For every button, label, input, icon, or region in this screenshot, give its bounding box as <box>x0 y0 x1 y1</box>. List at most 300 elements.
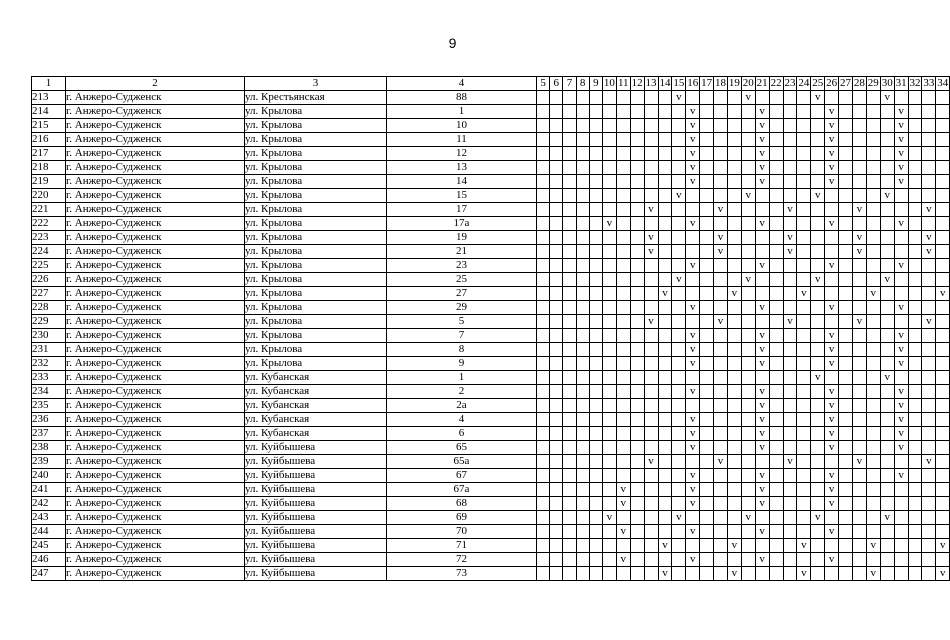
street-cell: ул. Крылова <box>245 133 387 147</box>
empty-cell <box>672 119 686 133</box>
empty-cell <box>563 287 576 301</box>
empty-cell <box>783 105 797 119</box>
empty-cell <box>769 469 783 483</box>
empty-cell <box>894 539 908 553</box>
empty-cell <box>537 175 550 189</box>
empty-cell <box>811 525 825 539</box>
empty-cell <box>936 483 950 497</box>
empty-cell <box>852 539 866 553</box>
row-number: 244 <box>32 525 66 539</box>
empty-cell <box>741 329 755 343</box>
empty-cell <box>797 385 811 399</box>
empty-cell <box>576 259 589 273</box>
check-mark-cell: v <box>825 161 839 175</box>
empty-cell <box>576 273 589 287</box>
empty-cell <box>589 133 602 147</box>
empty-cell <box>616 147 630 161</box>
empty-cell <box>852 497 866 511</box>
street-cell: ул. Крылова <box>245 329 387 343</box>
empty-cell <box>658 469 672 483</box>
empty-cell <box>576 315 589 329</box>
empty-cell <box>658 245 672 259</box>
check-mark-cell: v <box>825 399 839 413</box>
check-mark-cell: v <box>825 483 839 497</box>
empty-cell <box>936 371 950 385</box>
empty-cell <box>755 189 769 203</box>
empty-cell <box>686 371 700 385</box>
column-header-30: 30 <box>881 77 893 89</box>
city-cell: г. Анжеро-Судженск <box>66 175 245 189</box>
empty-cell <box>550 511 563 525</box>
table-row <box>32 273 950 287</box>
empty-cell <box>936 385 950 399</box>
empty-cell <box>894 91 908 105</box>
check-mark-cell: v <box>783 231 797 245</box>
empty-cell <box>700 273 714 287</box>
house-cell: 72 <box>387 553 537 567</box>
empty-cell <box>811 553 825 567</box>
empty-cell <box>537 497 550 511</box>
empty-cell <box>644 497 658 511</box>
empty-cell <box>727 133 741 147</box>
empty-cell <box>811 539 825 553</box>
column-header-34: 34 <box>937 77 949 89</box>
house-cell: 21 <box>387 245 537 259</box>
column-header-23: 23 <box>784 77 796 89</box>
table-row <box>32 301 950 315</box>
street-cell: ул. Крылова <box>245 175 387 189</box>
city-cell: г. Анжеро-Судженск <box>66 245 245 259</box>
empty-cell <box>630 455 644 469</box>
row-number: 215 <box>32 119 66 133</box>
empty-cell <box>644 357 658 371</box>
check-mark-cell: v <box>880 371 894 385</box>
empty-cell <box>908 273 922 287</box>
empty-cell <box>783 147 797 161</box>
city-cell: г. Анжеро-Судженск <box>66 385 245 399</box>
empty-cell <box>797 217 811 231</box>
empty-cell <box>783 91 797 105</box>
empty-cell <box>537 245 550 259</box>
empty-cell <box>866 119 880 133</box>
table-row <box>32 119 950 133</box>
empty-cell <box>576 329 589 343</box>
empty-cell <box>839 483 853 497</box>
check-mark-cell: v <box>755 427 769 441</box>
empty-cell <box>550 371 563 385</box>
empty-cell <box>839 329 853 343</box>
empty-cell <box>839 245 853 259</box>
empty-cell <box>672 147 686 161</box>
empty-cell <box>866 203 880 217</box>
empty-cell <box>839 119 853 133</box>
check-mark-cell: v <box>894 217 908 231</box>
empty-cell <box>922 483 936 497</box>
check-mark-cell: v <box>922 245 936 259</box>
empty-cell <box>894 371 908 385</box>
empty-cell <box>880 567 894 581</box>
empty-cell <box>630 217 644 231</box>
empty-cell <box>616 161 630 175</box>
empty-cell <box>672 483 686 497</box>
empty-cell <box>576 217 589 231</box>
empty-cell <box>700 483 714 497</box>
empty-cell <box>602 455 616 469</box>
city-cell: г. Анжеро-Судженск <box>66 371 245 385</box>
empty-cell <box>537 413 550 427</box>
check-mark-cell: v <box>714 315 728 329</box>
house-cell: 65 <box>387 441 537 455</box>
empty-cell <box>589 273 602 287</box>
check-mark-cell: v <box>936 287 950 301</box>
empty-cell <box>576 441 589 455</box>
empty-cell <box>866 441 880 455</box>
empty-cell <box>537 427 550 441</box>
house-cell: 2 <box>387 385 537 399</box>
column-header-27: 27 <box>840 77 852 89</box>
empty-cell <box>741 441 755 455</box>
empty-cell <box>550 91 563 105</box>
empty-cell <box>630 161 644 175</box>
empty-cell <box>602 553 616 567</box>
empty-cell <box>537 511 550 525</box>
check-mark-cell: v <box>825 133 839 147</box>
check-mark-cell: v <box>894 301 908 315</box>
empty-cell <box>550 427 563 441</box>
empty-cell <box>852 259 866 273</box>
check-mark-cell: v <box>755 329 769 343</box>
check-mark-cell: v <box>894 441 908 455</box>
empty-cell <box>616 119 630 133</box>
column-header-8: 8 <box>576 77 589 91</box>
check-mark-cell: v <box>686 147 700 161</box>
empty-cell <box>783 553 797 567</box>
empty-cell <box>727 147 741 161</box>
empty-cell <box>602 567 616 581</box>
empty-cell <box>755 315 769 329</box>
empty-cell <box>866 91 880 105</box>
empty-cell <box>658 217 672 231</box>
house-cell: 6 <box>387 427 537 441</box>
street-cell: ул. Кубанская <box>245 399 387 413</box>
empty-cell <box>537 343 550 357</box>
empty-cell <box>727 203 741 217</box>
empty-cell <box>769 511 783 525</box>
empty-cell <box>741 133 755 147</box>
empty-cell <box>880 539 894 553</box>
empty-cell <box>741 399 755 413</box>
empty-cell <box>769 371 783 385</box>
check-mark-cell: v <box>783 315 797 329</box>
empty-cell <box>630 525 644 539</box>
empty-cell <box>825 287 839 301</box>
empty-cell <box>714 511 728 525</box>
empty-cell <box>880 469 894 483</box>
empty-cell <box>700 203 714 217</box>
check-mark-cell: v <box>686 133 700 147</box>
street-cell: ул. Крестьянская <box>245 91 387 105</box>
table-row <box>32 147 950 161</box>
check-mark-cell: v <box>672 511 686 525</box>
empty-cell <box>658 105 672 119</box>
empty-cell <box>672 245 686 259</box>
row-number: 238 <box>32 441 66 455</box>
check-mark-cell: v <box>616 497 630 511</box>
empty-cell <box>852 357 866 371</box>
empty-cell <box>894 287 908 301</box>
empty-cell <box>839 567 853 581</box>
city-cell: г. Анжеро-Судженск <box>66 315 245 329</box>
street-cell: ул. Крылова <box>245 357 387 371</box>
empty-cell <box>700 259 714 273</box>
column-header-26: 26 <box>826 77 838 89</box>
empty-cell <box>563 441 576 455</box>
street-cell: ул. Куйбышева <box>245 469 387 483</box>
check-mark-cell: v <box>686 329 700 343</box>
empty-cell <box>700 413 714 427</box>
empty-cell <box>537 133 550 147</box>
empty-cell <box>727 413 741 427</box>
empty-cell <box>630 553 644 567</box>
empty-cell <box>576 455 589 469</box>
house-cell: 25 <box>387 273 537 287</box>
empty-cell <box>811 245 825 259</box>
empty-cell <box>797 147 811 161</box>
column-header-7: 7 <box>563 77 576 91</box>
empty-cell <box>537 357 550 371</box>
check-mark-cell: v <box>811 91 825 105</box>
empty-cell <box>769 175 783 189</box>
empty-cell <box>866 413 880 427</box>
empty-cell <box>880 259 894 273</box>
empty-cell <box>741 385 755 399</box>
empty-cell <box>866 329 880 343</box>
empty-cell <box>936 553 950 567</box>
check-mark-cell: v <box>797 539 811 553</box>
empty-cell <box>602 525 616 539</box>
empty-cell <box>811 469 825 483</box>
empty-cell <box>589 399 602 413</box>
empty-cell <box>644 189 658 203</box>
check-mark-cell: v <box>755 553 769 567</box>
street-cell: ул. Крылова <box>245 343 387 357</box>
check-mark-cell: v <box>686 161 700 175</box>
column-header-2: 2 <box>66 77 245 91</box>
empty-cell <box>797 525 811 539</box>
empty-cell <box>852 147 866 161</box>
empty-cell <box>852 273 866 287</box>
empty-cell <box>727 511 741 525</box>
street-cell: ул. Кубанская <box>245 385 387 399</box>
check-mark-cell: v <box>714 245 728 259</box>
empty-cell <box>576 175 589 189</box>
empty-cell <box>602 231 616 245</box>
empty-cell <box>797 511 811 525</box>
empty-cell <box>576 427 589 441</box>
city-cell: г. Анжеро-Судженск <box>66 147 245 161</box>
check-mark-cell: v <box>602 217 616 231</box>
empty-cell <box>783 119 797 133</box>
empty-cell <box>769 357 783 371</box>
table-row <box>32 231 950 245</box>
empty-cell <box>700 105 714 119</box>
empty-cell <box>589 203 602 217</box>
empty-cell <box>797 105 811 119</box>
house-cell: 71 <box>387 539 537 553</box>
empty-cell <box>741 245 755 259</box>
empty-cell <box>700 385 714 399</box>
check-mark-cell: v <box>644 245 658 259</box>
house-cell: 27 <box>387 287 537 301</box>
table-row <box>32 287 950 301</box>
empty-cell <box>825 371 839 385</box>
empty-cell <box>769 441 783 455</box>
empty-cell <box>783 357 797 371</box>
empty-cell <box>658 511 672 525</box>
empty-cell <box>550 245 563 259</box>
check-mark-cell: v <box>825 119 839 133</box>
address-schedule-table <box>31 76 950 581</box>
empty-cell <box>700 497 714 511</box>
street-cell: ул. Крылова <box>245 161 387 175</box>
check-mark-cell: v <box>755 217 769 231</box>
check-mark-cell: v <box>894 427 908 441</box>
empty-cell <box>811 301 825 315</box>
empty-cell <box>658 231 672 245</box>
empty-cell <box>783 133 797 147</box>
empty-cell <box>880 133 894 147</box>
check-mark-cell: v <box>825 175 839 189</box>
empty-cell <box>537 259 550 273</box>
row-number: 229 <box>32 315 66 329</box>
empty-cell <box>576 539 589 553</box>
check-mark-cell: v <box>686 525 700 539</box>
empty-cell <box>783 413 797 427</box>
empty-cell <box>576 91 589 105</box>
empty-cell <box>672 399 686 413</box>
check-mark-cell: v <box>755 301 769 315</box>
empty-cell <box>537 385 550 399</box>
empty-cell <box>727 371 741 385</box>
empty-cell <box>839 189 853 203</box>
street-cell: ул. Куйбышева <box>245 511 387 525</box>
empty-cell <box>563 567 576 581</box>
empty-cell <box>727 483 741 497</box>
empty-cell <box>908 497 922 511</box>
empty-cell <box>576 189 589 203</box>
empty-cell <box>769 497 783 511</box>
house-cell: 10 <box>387 119 537 133</box>
street-cell: ул. Крылова <box>245 259 387 273</box>
empty-cell <box>630 399 644 413</box>
check-mark-cell: v <box>825 427 839 441</box>
empty-cell <box>602 539 616 553</box>
empty-cell <box>563 231 576 245</box>
check-mark-cell: v <box>686 301 700 315</box>
empty-cell <box>700 469 714 483</box>
check-mark-cell: v <box>755 161 769 175</box>
empty-cell <box>825 539 839 553</box>
empty-cell <box>686 91 700 105</box>
empty-cell <box>769 147 783 161</box>
empty-cell <box>936 203 950 217</box>
empty-cell <box>922 553 936 567</box>
column-header-16: 16 <box>687 77 699 89</box>
empty-cell <box>563 147 576 161</box>
empty-cell <box>880 441 894 455</box>
empty-cell <box>602 245 616 259</box>
empty-cell <box>672 497 686 511</box>
empty-cell <box>550 287 563 301</box>
empty-cell <box>922 511 936 525</box>
row-number: 223 <box>32 231 66 245</box>
empty-cell <box>825 567 839 581</box>
table-row <box>32 413 950 427</box>
empty-cell <box>672 525 686 539</box>
empty-cell <box>866 399 880 413</box>
row-number: 216 <box>32 133 66 147</box>
empty-cell <box>866 161 880 175</box>
empty-cell <box>866 483 880 497</box>
empty-cell <box>922 189 936 203</box>
empty-cell <box>769 567 783 581</box>
empty-cell <box>783 441 797 455</box>
empty-cell <box>866 357 880 371</box>
empty-cell <box>576 525 589 539</box>
city-cell: г. Анжеро-Судженск <box>66 287 245 301</box>
house-cell: 8 <box>387 343 537 357</box>
empty-cell <box>630 231 644 245</box>
empty-cell <box>797 203 811 217</box>
table-row <box>32 399 950 413</box>
table-row <box>32 161 950 175</box>
empty-cell <box>866 273 880 287</box>
empty-cell <box>630 203 644 217</box>
empty-cell <box>825 455 839 469</box>
empty-cell <box>908 539 922 553</box>
empty-cell <box>616 133 630 147</box>
empty-cell <box>797 357 811 371</box>
check-mark-cell: v <box>755 133 769 147</box>
empty-cell <box>550 329 563 343</box>
table-row <box>32 469 950 483</box>
empty-cell <box>908 385 922 399</box>
empty-cell <box>550 217 563 231</box>
empty-cell <box>616 91 630 105</box>
house-cell: 69 <box>387 511 537 525</box>
empty-cell <box>714 273 728 287</box>
column-header-19: 19 <box>728 77 740 89</box>
check-mark-cell: v <box>658 287 672 301</box>
empty-cell <box>908 287 922 301</box>
empty-cell <box>866 385 880 399</box>
empty-cell <box>769 231 783 245</box>
empty-cell <box>797 455 811 469</box>
empty-cell <box>936 357 950 371</box>
empty-cell <box>936 91 950 105</box>
column-header-14: 14 <box>659 77 671 89</box>
empty-cell <box>644 175 658 189</box>
empty-cell <box>616 189 630 203</box>
house-cell: 17а <box>387 217 537 231</box>
empty-cell <box>922 441 936 455</box>
empty-cell <box>616 301 630 315</box>
table-row <box>32 217 950 231</box>
empty-cell <box>602 175 616 189</box>
empty-cell <box>630 329 644 343</box>
city-cell: г. Анжеро-Судженск <box>66 497 245 511</box>
empty-cell <box>769 161 783 175</box>
